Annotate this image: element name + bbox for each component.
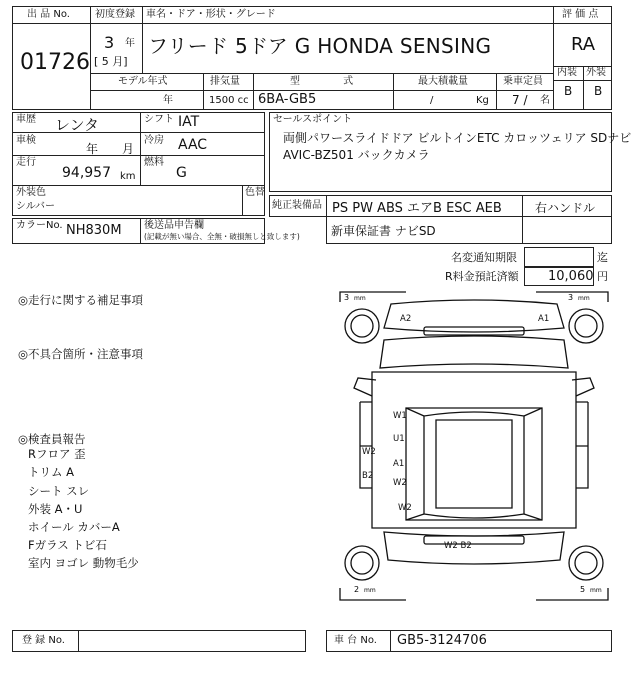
recycle-unit: 円 — [597, 270, 608, 283]
mark-center-1: A1 — [393, 459, 405, 469]
tire-rl-depth: 2 — [354, 585, 360, 594]
model-code-label: 型 式 — [290, 76, 354, 87]
exterior-grade: B — [594, 84, 603, 98]
inspector-heading: ◎検査員報告 — [18, 432, 86, 446]
equipment-label: 純正装備品 — [272, 200, 322, 211]
history-label: 車歴 — [16, 114, 36, 125]
vehicle-name-label: 車名・ドア・形状・グレード — [146, 9, 276, 20]
overall-grade: RA — [571, 34, 596, 55]
inspector-line: ホイール カバーA — [28, 520, 120, 534]
color-no-value: NH830M — [66, 223, 122, 238]
max-load-value: / — [430, 95, 434, 106]
fuel-value: G — [176, 165, 187, 181]
displacement-label: 排気量 — [210, 76, 240, 87]
exterior-color-label: 外装色 — [16, 187, 46, 198]
inspector-line: 室内 ヨゴレ 動物毛少 — [28, 556, 139, 570]
name-change-label: 名変通知期限 — [451, 251, 517, 264]
aftermarket-label: 後送品申告欄 — [144, 220, 204, 231]
sales-line-1: 両側パワースライドドア ビルトインETC カロッツェリア SDナビ — [283, 131, 632, 145]
aftermarket-note: (記載が無い場合、全無・破損無しと致します) — [144, 232, 300, 241]
color-no-label: カラーNo. — [16, 220, 63, 231]
first-reg-year: 3 — [104, 33, 115, 52]
vehicle-name: フリード 5ドア G HONDA SENSING — [148, 34, 492, 58]
displacement-value: 1500 cc — [209, 95, 249, 106]
inspector-line: Rフロア 歪 — [28, 447, 86, 461]
color-change-label: 色替 — [245, 187, 265, 198]
capacity-label: 乗車定員 — [503, 76, 543, 87]
car-diagram — [336, 288, 612, 608]
chassis-number: GB5-3124706 — [397, 633, 487, 648]
mark-left-side-2: B2 — [362, 471, 374, 481]
shift-label: シフト — [144, 114, 174, 125]
lot-label: 出 品 No. — [27, 9, 70, 20]
tire-fl-depth: 3 — [344, 293, 350, 302]
steering-side: 右ハンドル — [535, 201, 596, 215]
capacity-unit: 名 — [540, 95, 550, 106]
model-code: 6BA-GB5 — [258, 92, 317, 107]
interior-grade: B — [564, 84, 573, 98]
mark-front-left: A2 — [400, 314, 412, 324]
lot-number: 01726 — [20, 50, 90, 75]
inspector-line: シート スレ — [28, 484, 90, 498]
grade-label: 評 価 点 — [562, 9, 599, 20]
recycle-amount: 10,060 — [548, 269, 594, 284]
inspection-label: 車検 — [16, 135, 36, 146]
mark-rear-side: W2 — [398, 503, 412, 513]
sales-label: セールスポイント — [273, 114, 353, 125]
first-reg-year-unit: 年 — [125, 38, 135, 49]
inspector-line: トリム A — [28, 465, 75, 479]
mark-center-2: W2 — [393, 478, 407, 488]
tire-fr-depth: 3 — [568, 293, 574, 302]
exterior-color-value: シルバー — [16, 201, 56, 212]
mileage-label: 走行 — [16, 157, 36, 168]
capacity-value: 7 / — [512, 93, 528, 107]
model-year-unit: 年 — [163, 95, 173, 106]
name-change-unit: 迄 — [597, 251, 608, 264]
tire-fr-unit: mm — [578, 295, 590, 302]
mark-front-right: A1 — [538, 314, 550, 324]
tire-rr-unit: mm — [590, 587, 602, 594]
chassis-label: 車 台 No. — [334, 635, 377, 646]
tire-rl-unit: mm — [364, 587, 376, 594]
interior-grade-label: 内装 — [557, 67, 577, 78]
max-load-unit: Kg — [476, 95, 489, 106]
mark-roof-2: U1 — [393, 434, 405, 444]
tire-rr-depth: 5 — [580, 585, 586, 594]
mark-rear: W2 B2 — [444, 541, 472, 551]
mark-roof-1: W1 — [393, 411, 407, 421]
equipment-items: PS PW ABS エアB ESC AEB — [332, 201, 502, 216]
shift-value: IAT — [178, 114, 200, 130]
inspector-line: 外装 A・U — [28, 502, 83, 516]
model-year-label: モデル年式 — [118, 76, 168, 87]
sales-line-2: AVIC-BZ501 バックカメラ — [283, 148, 430, 162]
exterior-grade-label: 外装 — [586, 67, 606, 78]
reg-no-label: 登 録 No. — [22, 635, 65, 646]
first-reg-month: [ 5 月] — [94, 55, 128, 68]
mileage-unit: km — [120, 171, 136, 182]
defects-heading: ◎不具合箇所・注意事項 — [18, 347, 144, 361]
supplement-heading: ◎走行に関する補足事項 — [18, 293, 144, 307]
fuel-label: 燃料 — [144, 157, 164, 168]
inspector-line: Fガラス トビ石 — [28, 538, 107, 552]
history-value: レンタ — [55, 116, 100, 134]
max-load-label: 最大積載量 — [418, 76, 468, 87]
inspection-month: 月 — [122, 142, 135, 156]
tire-fl-unit: mm — [354, 295, 366, 302]
ac-label: 冷房 — [144, 135, 164, 146]
first-reg-label: 初度登録 — [95, 9, 135, 20]
inspection-year: 年 — [86, 142, 99, 156]
mark-left-side-1: W2 — [362, 447, 376, 457]
warranty-items: 新車保証書 ナビSD — [331, 224, 436, 238]
mileage-value: 94,957 — [62, 165, 111, 181]
recycle-label: R料金預託済額 — [445, 270, 519, 283]
name-change-box — [524, 247, 594, 267]
ac-value: AAC — [178, 137, 208, 153]
